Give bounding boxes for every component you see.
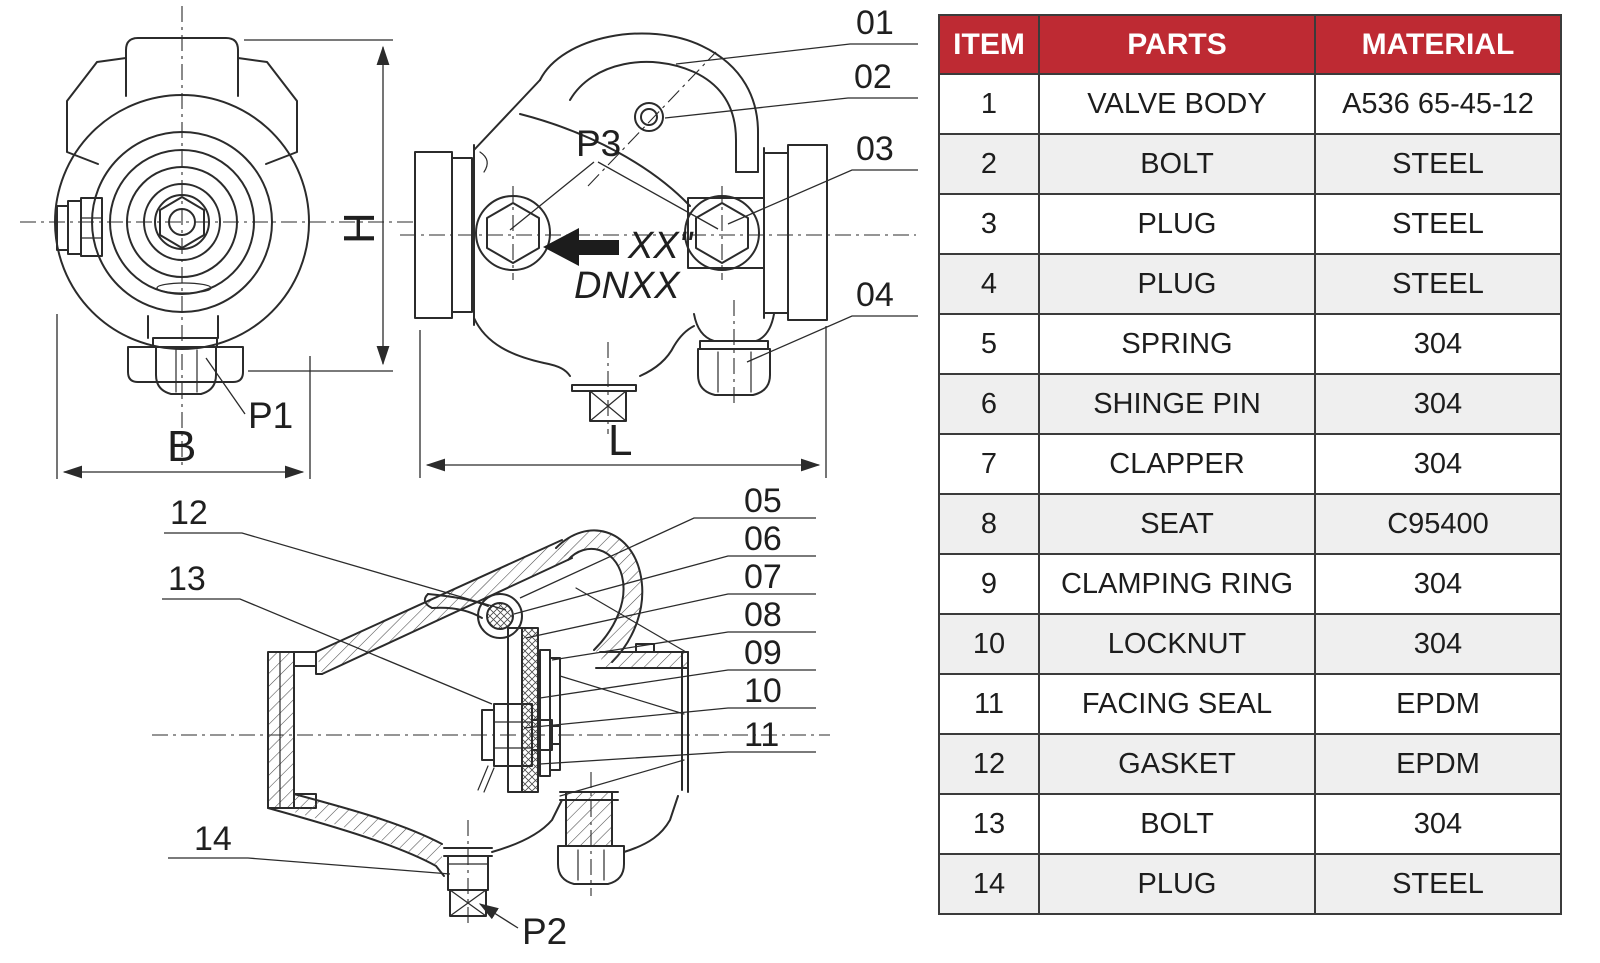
material-cell: STEEL <box>1315 254 1561 314</box>
part-cell: SPRING <box>1039 314 1315 374</box>
port2-callout <box>480 904 567 952</box>
part-cell: PLUG <box>1039 194 1315 254</box>
port1-label: P1 <box>248 395 294 436</box>
item-cell: 1 <box>939 74 1039 134</box>
svg-text:02: 02 <box>854 58 892 96</box>
svg-text:12: 12 <box>170 494 208 532</box>
table-row <box>939 794 1561 854</box>
part-cell: BOLT <box>1039 134 1315 194</box>
material-cell: EPDM <box>1315 674 1561 734</box>
svg-text:14: 14 <box>194 820 232 858</box>
svg-text:P2: P2 <box>522 911 568 952</box>
item-cell: 2 <box>939 134 1039 194</box>
front-view <box>20 6 416 479</box>
bottom-drain-plug <box>444 820 492 928</box>
svg-text:03: 03 <box>856 130 894 168</box>
material-cell: 304 <box>1315 374 1561 434</box>
material-cell: 304 <box>1315 554 1561 614</box>
size-label: XX" <box>628 225 693 267</box>
table-row <box>939 254 1561 314</box>
part-cell: SHINGE PIN <box>1039 374 1315 434</box>
material-cell: 304 <box>1315 614 1561 674</box>
side-view <box>400 4 918 478</box>
bottom-plug-front <box>128 316 243 394</box>
part-cell: FACING SEAL <box>1039 674 1315 734</box>
dim-h-label: H <box>335 212 384 244</box>
table-row <box>939 194 1561 254</box>
part-cell: SEAT <box>1039 494 1315 554</box>
item-cell: 12 <box>939 734 1039 794</box>
parts-table <box>938 14 1562 915</box>
part-cell: GASKET <box>1039 734 1315 794</box>
part-cell: LOCKNUT <box>1039 614 1315 674</box>
col-header-parts: PARTS <box>1039 15 1315 74</box>
clapper-assembly <box>425 594 560 792</box>
material-cell: EPDM <box>1315 734 1561 794</box>
table-row <box>939 734 1561 794</box>
table-row <box>939 374 1561 434</box>
svg-text:09: 09 <box>744 634 782 672</box>
item-cell: 4 <box>939 254 1039 314</box>
part-cell: CLAMPING RING <box>1039 554 1315 614</box>
svg-text:05: 05 <box>744 482 782 520</box>
material-cell: 304 <box>1315 794 1561 854</box>
material-cell: STEEL <box>1315 134 1561 194</box>
part-cell: VALVE BODY <box>1039 74 1315 134</box>
svg-text:06: 06 <box>744 520 782 558</box>
callout-13 <box>162 560 492 704</box>
item-cell: 6 <box>939 374 1039 434</box>
item-cell: 5 <box>939 314 1039 374</box>
table-row <box>939 134 1561 194</box>
callout-02 <box>665 58 918 118</box>
material-cell: STEEL <box>1315 854 1561 914</box>
table-row <box>939 674 1561 734</box>
svg-text:08: 08 <box>744 596 782 634</box>
material-cell: 304 <box>1315 314 1561 374</box>
material-cell: STEEL <box>1315 194 1561 254</box>
item-cell: 9 <box>939 554 1039 614</box>
item-cell: 3 <box>939 194 1039 254</box>
svg-text:10: 10 <box>744 672 782 710</box>
seat-drain-plug <box>558 772 624 896</box>
table-row <box>939 494 1561 554</box>
item-cell: 7 <box>939 434 1039 494</box>
table-row <box>939 554 1561 614</box>
part-cell: BOLT <box>1039 794 1315 854</box>
item-cell: 10 <box>939 614 1039 674</box>
table-header-row <box>939 15 1561 74</box>
material-cell: 304 <box>1315 434 1561 494</box>
item-cell: 14 <box>939 854 1039 914</box>
dim-b-label: B <box>167 422 197 471</box>
callout-11 <box>540 716 816 764</box>
hinge-screw <box>635 103 663 131</box>
item-cell: 8 <box>939 494 1039 554</box>
col-header-material: MATERIAL <box>1315 15 1561 74</box>
table-row <box>939 74 1561 134</box>
table-row <box>939 614 1561 674</box>
part-cell: PLUG <box>1039 254 1315 314</box>
item-cell: 13 <box>939 794 1039 854</box>
table-row <box>939 434 1561 494</box>
table-row <box>939 854 1561 914</box>
table-row <box>939 314 1561 374</box>
callout-01 <box>676 4 918 64</box>
section-view <box>152 482 830 952</box>
svg-text:11: 11 <box>744 716 780 754</box>
dim-l-label: L <box>608 416 633 465</box>
dn-label: DNXX <box>574 265 680 307</box>
item-cell: 11 <box>939 674 1039 734</box>
material-cell: A536 65-45-12 <box>1315 74 1561 134</box>
flow-direction-arrow <box>543 228 619 266</box>
part-cell: PLUG <box>1039 854 1315 914</box>
port3-label: P3 <box>576 123 622 164</box>
svg-text:01: 01 <box>856 4 894 42</box>
svg-text:07: 07 <box>744 558 782 596</box>
material-cell: C95400 <box>1315 494 1561 554</box>
svg-text:04: 04 <box>856 276 894 314</box>
col-header-item: ITEM <box>939 15 1039 74</box>
svg-text:13: 13 <box>168 560 206 598</box>
part-cell: CLAPPER <box>1039 434 1315 494</box>
